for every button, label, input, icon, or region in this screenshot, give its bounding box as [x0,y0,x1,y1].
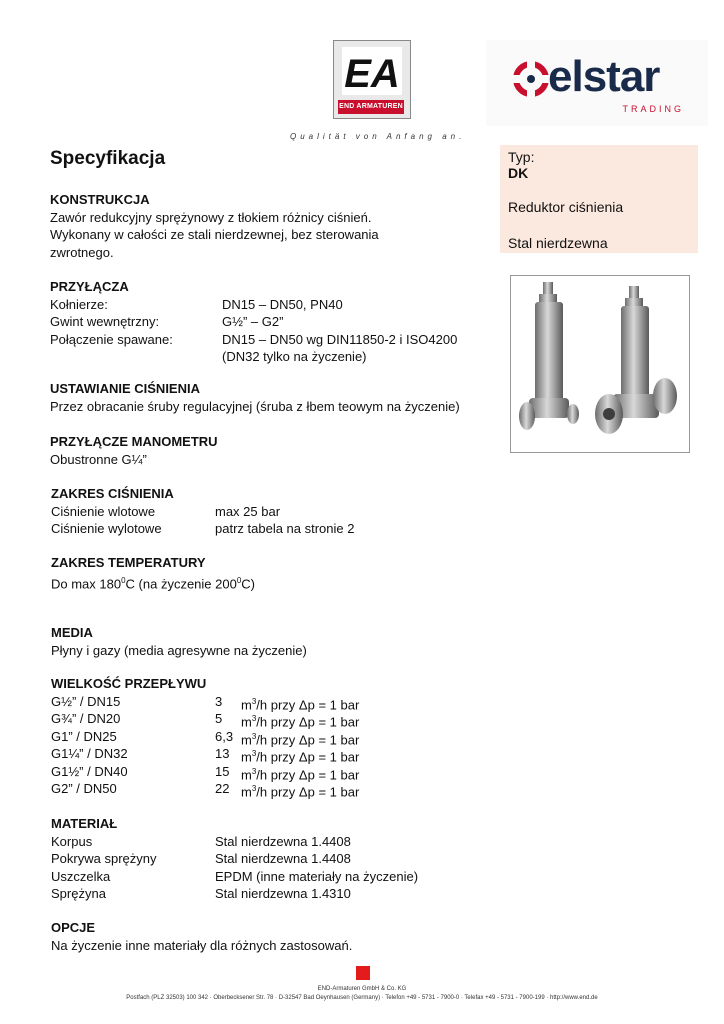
valve-illustration [511,276,689,452]
flow-value: 6,3 [215,728,234,744]
elstar-sub: TRADING [622,104,684,114]
pressure-range-row [51,503,491,521]
flow-unit: $m^3/h$ przy Δp = 1 bar [241,784,360,800]
row-value: patrz tabela na stronie 2 [215,521,355,536]
flow-value: 3 [215,693,223,709]
flow-section [51,675,491,798]
row-value: Stal nierdzewna 1.4408 [215,851,351,866]
row-label: Połączenie spawane: [50,331,173,347]
footer-red-square [356,966,370,980]
options-text: Na życzenie inne materiały dla różnych zastosowań. [51,937,353,953]
connections-section [50,278,490,366]
row-label: Pokrywa sprężyny [51,851,157,866]
ea-logo [333,40,411,119]
row-value: DN15 – DN50 wg DIN11850-2 i ISO4200 [222,331,458,347]
flow-unit: $m^3/h$ przy Δp = 1 bar [241,749,360,765]
row-label: Kołnierze: [50,296,108,312]
manometer-section [50,433,490,468]
flow-row [51,728,491,746]
material-heading: MATERIAŁ [51,816,118,831]
construction-line: Zawór redukcyjny sprężynowy z tłokiem różnicy ciśnień. [50,209,372,225]
type-code: DK [508,165,529,181]
flow-size: G1” / DN25 [51,728,117,744]
flow-row [51,693,491,711]
footer-address: Postfach (PLZ 32503) 100 342 · Oberbecksener Str. 78 · D-32547 Bad Oeynhausen (Germany) · Telefon +49 - 5731 - 7900-0 · Telefax +49 - 5731 - 7900-199 · http://www.end.de [126,995,598,1001]
ea-logo-mark [340,45,404,97]
pressure-range-heading: ZAKRES CIŚNIENIA [51,486,174,501]
ea-letters: EA [344,52,400,96]
footer-company: END-Armaturen GmbH & Co. KG [317,986,407,992]
row-label: Sprężyna [51,886,106,901]
type-box [500,145,698,253]
row-value: (DN32 tylko na życzenie) [222,349,367,364]
row-value: Stal nierdzewna 1.4408 [215,833,351,849]
row-label: Ciśnienie wlotowe [51,503,156,519]
material-row [51,833,491,851]
elstar-logo [486,40,708,126]
row-label: Uszczelka [51,868,111,884]
temperature-text: Do $\max 180^0C$ (na życzenie $200^0C$) [51,575,255,591]
row-value: G½” – G2” [222,314,284,329]
pressure-range-row [51,520,491,538]
connections-row [50,296,490,314]
connections-row [50,313,490,331]
flow-table [51,693,491,798]
construction-line: Wykonany w całości ze stali nierdzewnej, bez sterowania [50,227,379,242]
flow-size: G1½” / DN40 [51,763,128,779]
page-title: Specyfikacja [50,148,166,169]
flow-value: 13 [215,746,230,761]
row-label: Ciśnienie wylotowe [51,521,162,536]
flow-value: 5 [215,711,223,726]
row-label: Gwint wewnętrzny: [50,314,160,329]
temperature-section [51,554,491,592]
flow-unit: $m^3/h$ przy Δp = 1 bar [241,766,360,782]
construction-section [50,191,490,261]
flow-row [51,780,491,798]
slogan: Qualität von Anfang an. [290,132,466,141]
row-value: EPDM (inne materiały na życzenie) [215,868,419,884]
row-value: Stal nierdzewna 1.4310 [215,886,351,901]
media-text: Płyny i gazy (media agresywne na życzenie) [51,642,307,658]
flow-row [51,763,491,781]
flow-row [51,710,491,728]
connections-row [50,331,490,349]
connections-row [50,348,490,366]
type-material: Stal nierdzewna [508,235,608,251]
options-section [51,919,491,954]
flow-row [51,745,491,763]
flow-value: 22 [215,781,230,796]
flow-value: 15 [215,763,230,779]
temperature-heading: ZAKRES TEMPERATURY [51,555,206,570]
type-label: Typ: [508,149,535,165]
row-label: Korpus [51,833,93,849]
flow-unit: $m^3/h$ przy Δp = 1 bar [241,714,360,730]
ea-logo-bar: END ARMATUREN [338,100,404,114]
pressure-setting-heading: USTAWIANIE CIŚNIENIA [50,381,200,396]
flow-size: G1¼” / DN32 [51,746,128,761]
material-row [51,885,491,903]
row-value: DN15 – DN50, PN40 [222,296,343,312]
media-heading: MEDIA [51,625,93,640]
material-row [51,868,491,886]
pressure-range-section [51,485,491,538]
elstar-name: elstar [548,52,660,101]
row-value: max 25 bar [215,503,281,519]
construction-heading: KONSTRUKCJA [50,192,150,207]
media-section [51,624,491,659]
pressure-setting-section [50,380,490,415]
elstar-logo-icon [512,60,550,98]
material-row [51,850,491,868]
connections-heading: PRZYŁĄCZA [50,279,129,294]
pressure-setting-text: Przez obracanie śruby regulacyjnej (śruba z łbem teowym na życzenie) [50,398,460,414]
flow-unit: $m^3/h$ przy Δp = 1 bar [241,696,360,712]
manometer-text: Obustronne G¼” [50,451,147,467]
flow-size: G2” / DN50 [51,781,117,796]
options-heading: OPCJE [51,920,96,935]
manometer-heading: PRZYŁĄCZE MANOMETRU [50,434,218,449]
flow-size: G½” / DN15 [51,693,121,709]
construction-line: zwrotnego. [50,244,114,260]
flow-heading: WIELKOŚĆ PRZEPŁYWU [51,676,207,691]
product-photo [510,275,690,453]
flow-size: G¾” / DN20 [51,711,121,726]
flow-unit: $m^3/h$ przy Δp = 1 bar [241,731,360,747]
type-desc: Reduktor ciśnienia [508,199,624,215]
material-section [51,815,491,903]
